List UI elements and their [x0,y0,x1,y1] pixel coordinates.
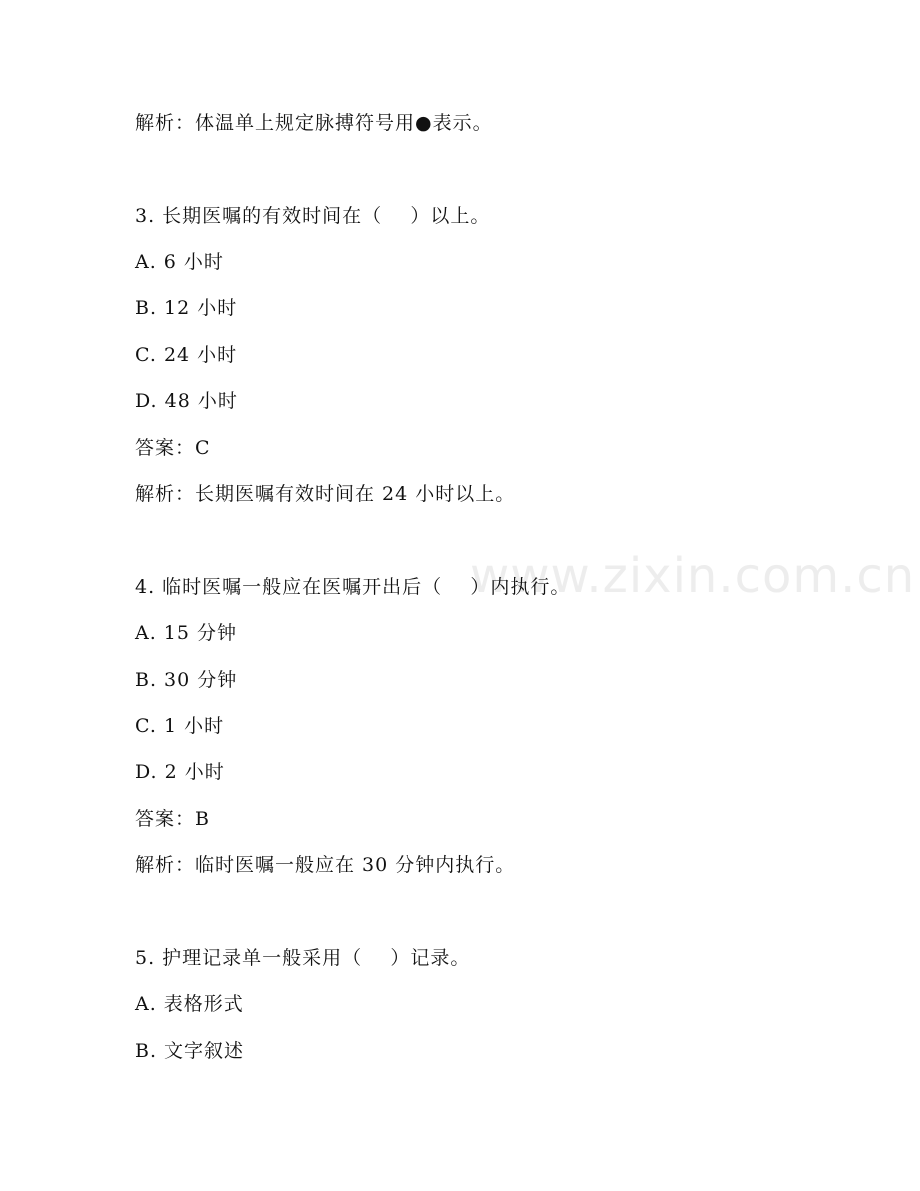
q5-question: 5. 护理记录单一般采用（ ）记录。 [135,947,471,969]
q4-option-d: D. 2 小时 [135,761,225,783]
q3-option-a: A. 6 小时 [135,251,224,273]
q3-option-b: B. 12 小时 [135,297,238,319]
q4-option-b: B. 30 分钟 [135,669,238,691]
q4-question: 4. 临时医嘱一般应在医嘱开出后（ ）内执行。 [135,576,571,598]
watermark: www.zixin.com.cn [470,548,916,604]
q5-option-b: B. 文字叙述 [135,1040,245,1062]
q3-option-c: C. 24 小时 [135,344,238,366]
q5-option-a: A. 表格形式 [135,993,244,1015]
q4-analysis: 解析：临时医嘱一般应在 30 分钟内执行。 [135,854,516,876]
q2-analysis: 解析：体温单上规定脉搏符号用●表示。 [135,112,493,134]
q4-answer: 答案：B [135,808,210,830]
q3-option-d: D. 48 小时 [135,390,238,412]
q4-option-a: A. 15 分钟 [135,622,238,644]
q4-option-c: C. 1 小时 [135,715,225,737]
q3-analysis: 解析：长期医嘱有效时间在 24 小时以上。 [135,483,516,505]
q3-answer: 答案：C [135,437,211,459]
q3-question: 3. 长期医嘱的有效时间在（ ）以上。 [135,205,491,227]
